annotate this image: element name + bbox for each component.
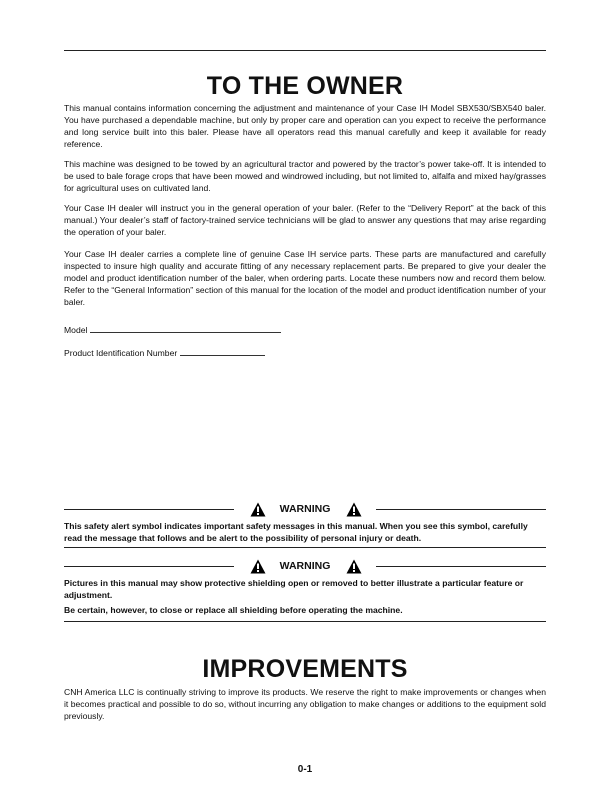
model-field <box>64 323 281 336</box>
owner-paragraph-2: This machine was designed to be towed by an agricultural tractor and powered by the tractor’s power take-off. It is intended to be used to bale forage crops that have been mowed and windrowed including, but not limited to, alfalfa and mixed hay/grasses for agricultural uses on cultivated land. <box>64 159 546 193</box>
top-divider <box>64 50 546 51</box>
owner-paragraph-4: Your Case IH dealer carries a complete line of genuine Case IH service parts. These parts are manufactured and carefully inspected to insure high quality and accurate fitting of any necessary replacement parts. Be prepared to give your dealer the model and product identification number of the baler, when ordering parts. Locate these numbers now and record them below. Refer to the “General Information” section of this manual for the location of the model and product identification number of your baler. <box>64 249 546 307</box>
owner-title: TO THE OWNER <box>206 72 404 100</box>
warning-header-1 <box>64 502 546 518</box>
warning-label-1: WARNING <box>279 503 331 515</box>
model-label: Model <box>64 325 88 335</box>
warning-text-3: Be certain, however, to close or replace all shielding before operating the machine. <box>64 605 403 615</box>
warning-text-1: This safety alert symbol indicates important safety messages in this manual. When you see this symbol, carefully read the message that follows and be alert to the possibility of personal injury or death. <box>64 521 528 543</box>
safety-alert-icon <box>346 502 362 517</box>
owner-paragraph-1: This manual contains information concerning the adjustment and maintenance of your Case IH Model SBX530/SBX540 baler. You have purchased a dependable machine, but only by proper care and operation can you expect to receive the performance and long service built into this baler. Please have all operators read this manual carefully and keep it available for ready reference. <box>64 103 546 149</box>
safety-alert-icon <box>250 559 266 574</box>
warning-label-2: WARNING <box>279 560 331 572</box>
page-number: 0-1 <box>297 764 313 775</box>
safety-alert-icon <box>250 502 266 517</box>
warning-text-2: Pictures in this manual may show protective shielding open or removed to better illustrate a particular feature or adjustment. <box>64 578 524 600</box>
safety-alert-icon <box>346 559 362 574</box>
model-blank[interactable] <box>90 323 281 333</box>
improvements-title: IMPROVEMENTS <box>202 655 408 683</box>
warning-divider-1 <box>64 547 546 548</box>
warning-divider-2 <box>64 621 546 622</box>
pin-field <box>64 346 265 359</box>
pin-blank[interactable] <box>180 346 265 356</box>
pin-label: Product Identification Number <box>64 348 178 358</box>
improvements-paragraph: CNH America LLC is continually striving to improve its products. We reserve the right to make improvements or changes when it becomes practical and possible to do so, without incurring any obligation to make changes or additions to the equipment sold previously. <box>64 687 546 721</box>
owner-paragraph-3: Your Case IH dealer will instruct you in the general operation of your baler. (Refer to the “Delivery Report” at the back of this manual.) Your dealer’s staff of factory-trained service technicians will be glad to answer any questions that may arise regarding the operation of your baler. <box>64 203 546 237</box>
warning-header-2 <box>64 559 546 575</box>
